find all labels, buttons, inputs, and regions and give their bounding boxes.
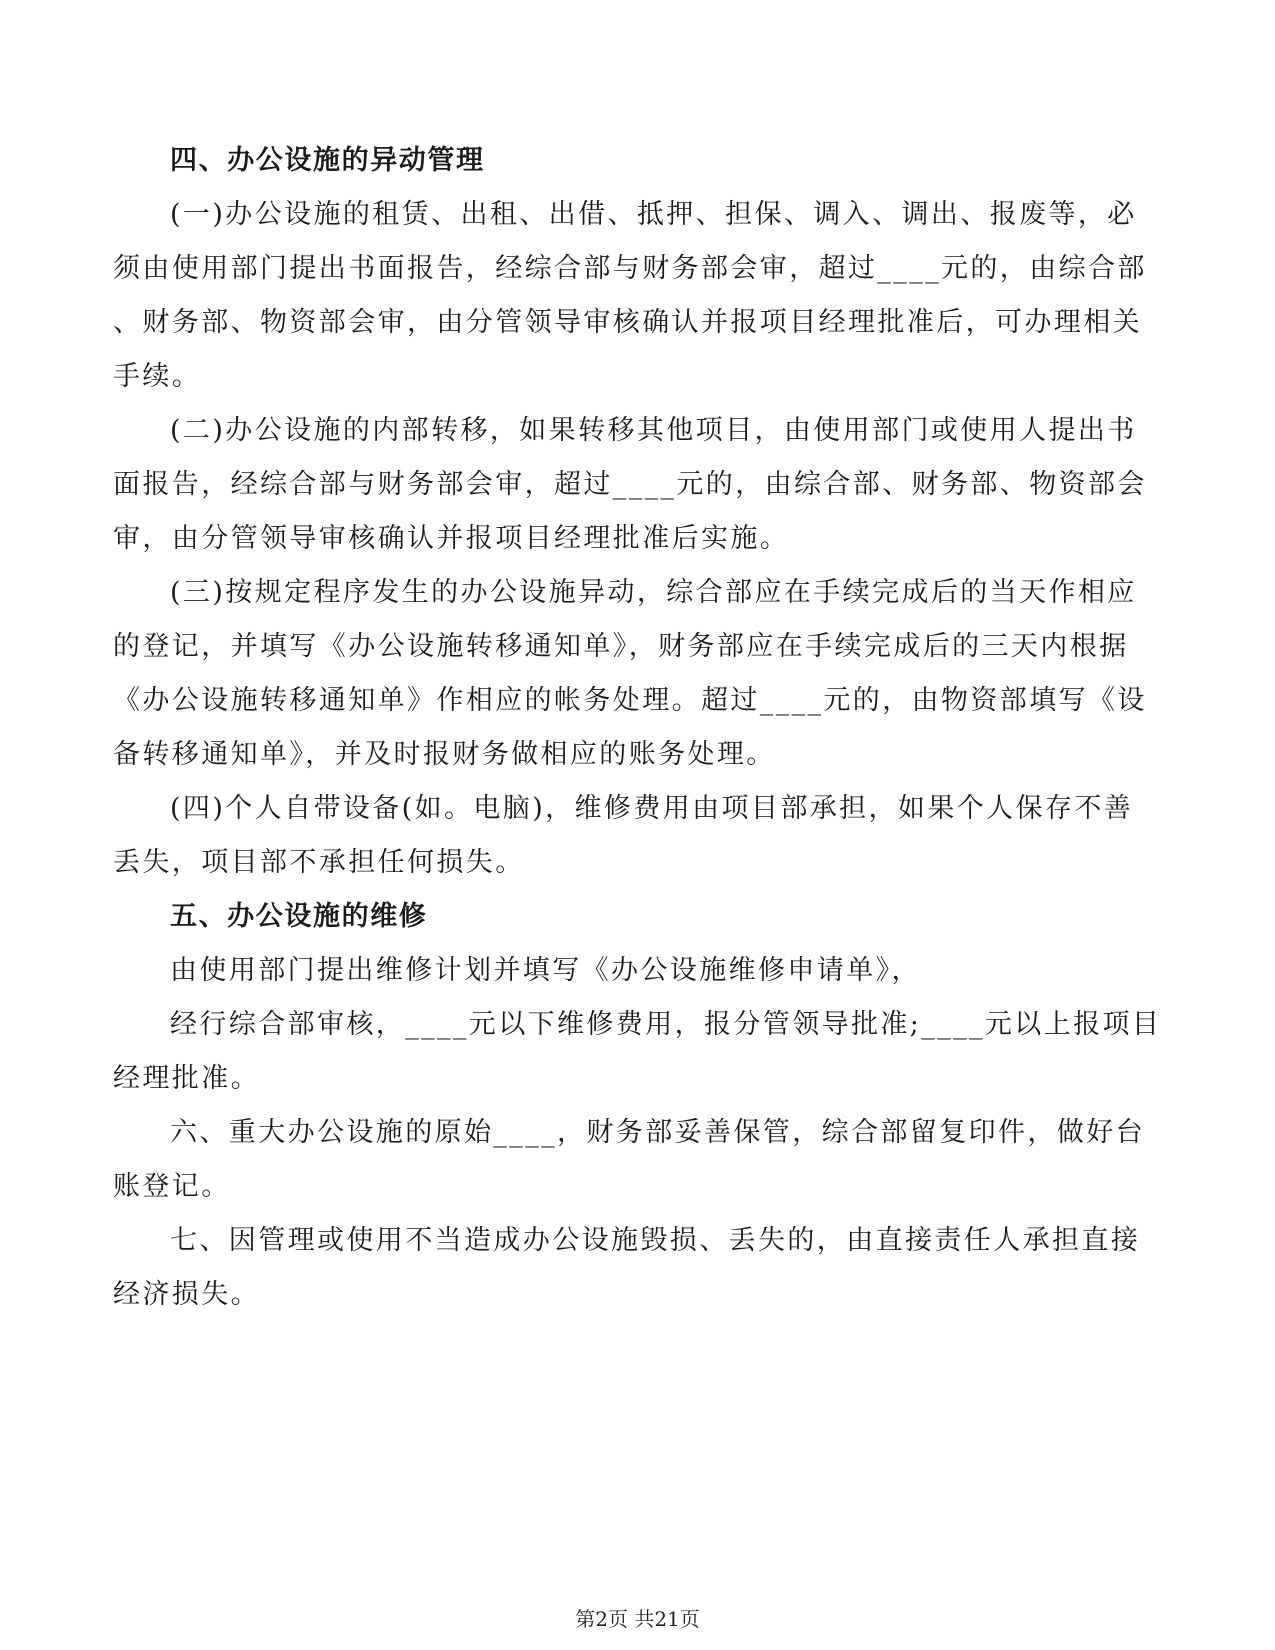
paragraph-line: 由使用部门提出维修计划并填写《办公设施维修申请单》， (170, 955, 921, 986)
paragraph-line: 的登记，并填写《办公设施转移通知单》，财务部应在手续完成后的三天内根据 (113, 631, 1129, 662)
paragraph-line: 六、重大办公设施的原始____，财务部妥善保管，综合部留复印件，做好台 (170, 1117, 1145, 1148)
paragraph-line: 《办公设施转移通知单》作相应的帐务处理。超过____元的，由物资部填写《设 (113, 685, 1147, 716)
paragraph-line: 面报告，经综合部与财务部会审，超过____元的，由综合部、财务部、物资部会 (113, 469, 1147, 500)
paragraph-line: 账登记。 (113, 1171, 231, 1202)
paragraph-line: 经理批准。 (113, 1063, 260, 1094)
paragraph-line: 经济损失。 (113, 1279, 260, 1310)
paragraph-line: 、财务部、物资部会审，由分管领导审核确认并报项目经理批准后，可办理相关 (113, 307, 1142, 338)
paragraph-line: 手续。 (113, 361, 202, 392)
section-heading-5: 五、办公设施的维修 (170, 901, 428, 932)
paragraph-line: (一)办公设施的租赁、出租、出借、抵押、担保、调入、调出、报废等，必 (170, 199, 1137, 230)
paragraph-line: 丢失，项目部不承担任何损失。 (113, 847, 525, 878)
paragraph-line: 须由使用部门提出书面报告，经综合部与财务部会审，超过____元的，由综合部 (113, 253, 1147, 284)
paragraph-line: 审，由分管领导审核确认并报项目经理批准后实施。 (113, 523, 790, 554)
paragraph-line: (三)按规定程序发生的办公设施异动，综合部应在手续完成后的当天作相应 (170, 577, 1137, 608)
paragraph-line: 七、因管理或使用不当造成办公设施毁损、丢失的，由直接责任人承担直接 (170, 1225, 1141, 1256)
page-number-footer: 第2页 共21页 (575, 1607, 700, 1631)
paragraph-line: 经行综合部审核，____元以下维修费用，报分管领导批准;____元以上报项目 (170, 1009, 1162, 1040)
section-heading-4: 四、办公设施的异动管理 (170, 145, 485, 176)
paragraph-line: (四)个人自带设备(如。电脑)，维修费用由项目部承担，如果个人保存不善 (170, 793, 1134, 824)
paragraph-line: (二)办公设施的内部转移，如果转移其他项目，由使用部门或使用人提出书 (170, 415, 1137, 446)
paragraph-line: 备转移通知单》，并及时报财务做相应的账务处理。 (113, 739, 776, 770)
